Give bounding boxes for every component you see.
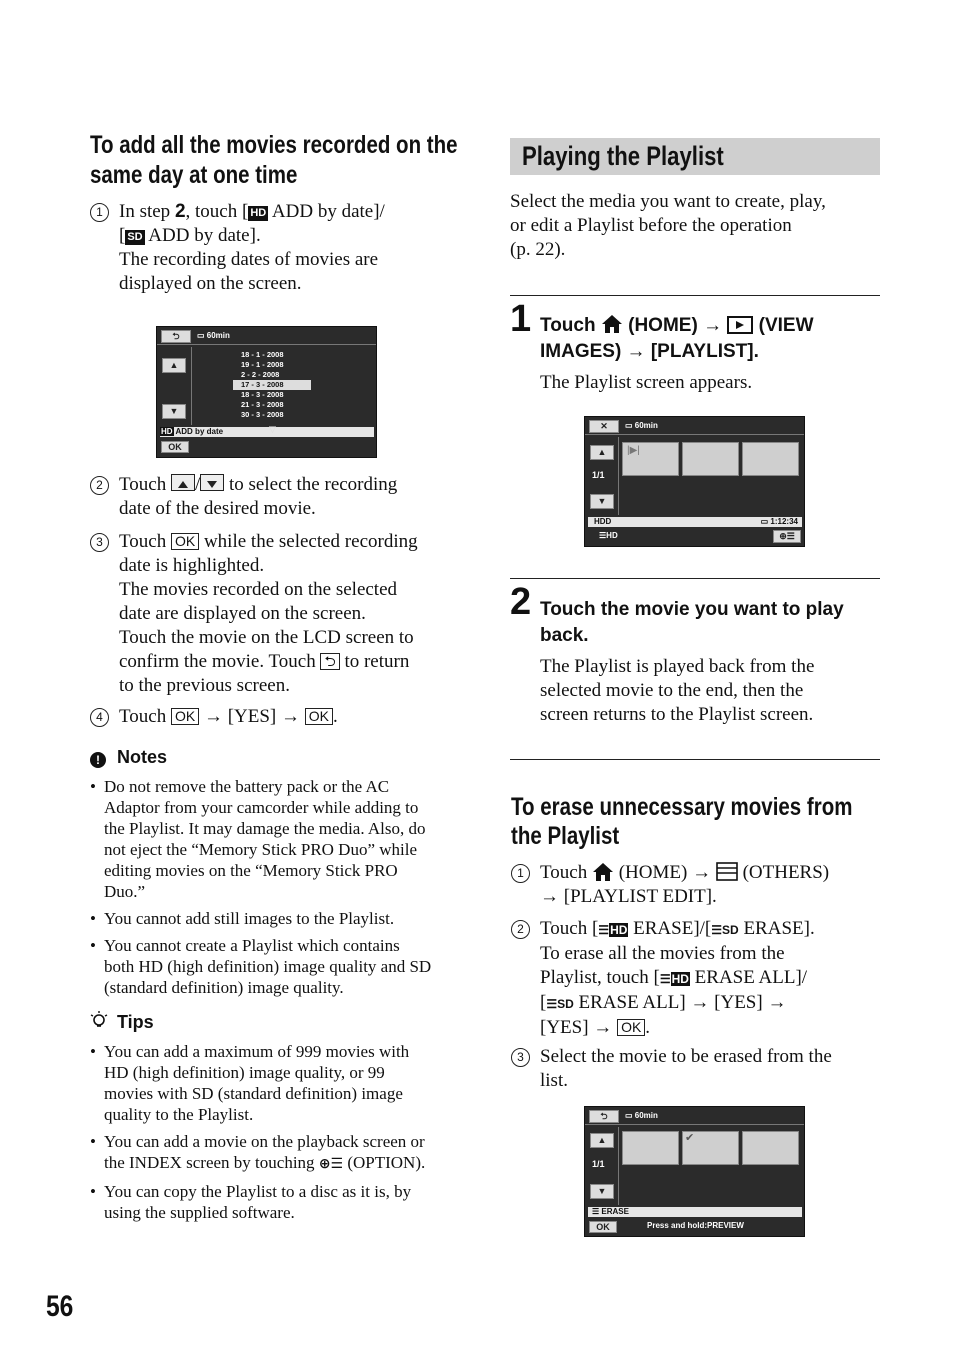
sd-playlist-icon: ☰SD — [546, 997, 574, 1011]
note-item: • You cannot add still images to the Playlist. — [90, 908, 470, 929]
option-icon: ⊕☰ — [318, 1156, 344, 1172]
hd-playlist-icon: ☰HD — [598, 923, 628, 937]
erase-thumbnail[interactable] — [742, 1131, 799, 1165]
option-button[interactable]: ⊕☰ — [773, 530, 801, 543]
erase-step-2: 2 Touch [☰HD ERASE]/[☰SD ERASE]. To erase all the movies from the Playlist, touch [☰HD ERASE ALL]/ [☰SD ERASE ALL] → [YES] → [YES] → OK . — [511, 917, 881, 1040]
playlist-thumbnail[interactable] — [742, 442, 799, 476]
date-list-item[interactable]: 19 - 1 - 2008 — [241, 360, 284, 369]
step-1-description: The Playlist screen appears. — [540, 372, 753, 393]
date-list[interactable] — [193, 350, 373, 420]
scroll-up-button[interactable]: ▲ — [590, 1133, 614, 1148]
down-arrow-icon — [200, 474, 224, 491]
note-item: • Do not remove the battery pack or the AC Adaptor from your camcorder while adding to the Playlist. It may damage the media. Also, do not eject the “Memory Stick PRO Duo” while editing movies on the “Memory Stick PRO Duo.” — [90, 776, 470, 902]
home-icon — [601, 315, 623, 336]
date-list-item[interactable]: 18 - 1 - 2008 — [241, 350, 284, 359]
preview-hint: Press and hold:PREVIEW — [647, 1221, 744, 1230]
erase-screen — [584, 1106, 805, 1237]
sd-playlist-icon: ☰SD — [711, 923, 739, 937]
step-number: 1 — [511, 864, 530, 883]
capacity-indicator: ▭ 60min — [625, 421, 658, 430]
date-list-item[interactable]: 21 - 3 - 2008 — [241, 400, 284, 409]
intro-text: Select the media you want to create, play, or edit a Playlist before the operation (p. 22). — [510, 191, 826, 260]
hd-icon: HD — [250, 207, 267, 219]
step-number: 1 — [90, 203, 109, 222]
lightbulb-icon — [90, 1012, 108, 1032]
step-number: 3 — [511, 1048, 530, 1067]
sd-icon: SD — [127, 231, 143, 243]
step-number: 3 — [90, 533, 109, 552]
return-key-icon: ⮌ — [320, 653, 339, 670]
scroll-down-button[interactable]: ▼ — [590, 494, 614, 509]
page-indicator: 1/1 — [592, 1159, 605, 1169]
tips-list — [90, 1041, 470, 1229]
page-number: 56 — [46, 1290, 74, 1323]
step-1-instruction: Touch (HOME) → (VIEW IMAGES) → [PLAYLIST]. — [540, 315, 814, 362]
erase-thumbnail[interactable] — [682, 1131, 739, 1165]
tip-item: • You can add a movie on the playback screen or the INDEX screen by touching ⊕☰ (OPTION). — [90, 1131, 470, 1175]
others-icon — [716, 862, 738, 883]
close-button[interactable]: ✕ — [589, 420, 619, 433]
ok-key-icon: OK — [305, 708, 333, 725]
tips-title: Tips — [90, 1011, 154, 1033]
checkmark-icon: ✔ — [685, 1132, 695, 1144]
capacity-indicator: ▭ 60min — [197, 331, 230, 340]
playlist-thumbnail[interactable] — [682, 442, 739, 476]
date-list-item[interactable]: 18 - 3 - 2008 — [241, 390, 284, 399]
left-heading: To add all the movies recorded on the same day at one time — [90, 131, 458, 189]
step-2-number: 2 — [510, 581, 532, 623]
date-list-item[interactable]: 2 - 2 - 2008 — [241, 370, 280, 379]
return-button[interactable]: ⮌ — [589, 1110, 619, 1123]
ok-key-icon: OK — [617, 1019, 645, 1036]
scroll-down-button[interactable]: ▼ — [162, 404, 186, 419]
notes-icon: ! — [90, 752, 106, 768]
notes-title: ! Notes — [90, 747, 167, 768]
erase-thumbnail[interactable] — [622, 1131, 679, 1165]
scroll-up-button[interactable]: ▲ — [590, 445, 614, 460]
playlist-screen — [584, 416, 805, 547]
hd-playlist-icon: ☰HD — [659, 972, 689, 986]
page-indicator: 1/1 — [592, 470, 605, 480]
section-title-bar — [510, 138, 880, 175]
section-title: Playing the Playlist — [522, 141, 724, 171]
step-number: 4 — [90, 708, 109, 727]
left-step-4: 4 Touch OK → [YES] → OK . — [90, 705, 470, 729]
ok-key-icon: OK — [171, 533, 199, 550]
tip-item: • You can add a maximum of 999 movies with HD (high definition) image quality, or 99 movies with SD (standard definition) image quality to the Playlist. — [90, 1041, 470, 1125]
step-1-number: 1 — [510, 298, 532, 340]
playlist-thumbnail[interactable] — [622, 442, 679, 476]
add-by-date-screen: ⮌ ▭ 60min ▲ ▼ 18 - 1 - 2008 19 - 1 - 2008 2 - 2 - 2008 17 - 3 - 2008 18 - 3 - 2008 21 - 3 - 2008 30 - 3 - 2008 HD ADD by date ▽ OK — [156, 326, 377, 458]
scroll-up-button[interactable]: ▲ — [162, 358, 186, 373]
left-step-1: 1 In step 2, touch [ HD ADD by date]/ [ SD ADD by date]. The recording dates of movies are displayed on the screen. — [90, 200, 470, 296]
erase-step-1: 1 Touch (HOME) → (OTHERS) → [PLAYLIST EDIT]. — [511, 861, 881, 909]
step-number: 2 — [90, 476, 109, 495]
step-2-description: The Playlist is played back from the selected movie to the end, then the screen returns to the Playlist screen. — [540, 656, 815, 725]
left-step-3: 3 Touch OK while the selected recording date is highlighted. The movies recorded on the selected date are displayed on the screen. Touch the movie on the LCD screen to confirm the movie. Touch ⮌ to return to the previous screen. — [90, 530, 470, 698]
notes-list — [90, 776, 470, 1004]
scroll-down-button[interactable]: ▼ — [590, 1184, 614, 1199]
tip-item: • You can copy the Playlist to a disc as it is, by using the supplied software. — [90, 1181, 470, 1223]
add-by-date-bar: HD ADD by date — [160, 427, 374, 437]
note-item: • You cannot create a Playlist which contains both HD (high definition) image quality and SD (standard definition) image quality. — [90, 935, 470, 998]
capacity-indicator: ▭ 60min — [625, 1111, 658, 1120]
return-button[interactable]: ⮌ — [161, 330, 191, 343]
home-icon — [592, 862, 614, 883]
hd-quality-icon: ☰HD — [599, 531, 618, 540]
erase-bar: ☰ ERASE — [588, 1207, 802, 1217]
view-images-icon — [727, 315, 753, 336]
ok-key-icon: OK — [171, 708, 199, 725]
date-list-item[interactable]: 17 - 3 - 2008 — [233, 380, 311, 390]
erase-heading: To erase unnecessary movies from the Playlist — [511, 793, 853, 850]
media-bar: HDD ▭ 1:12:34 — [588, 517, 802, 527]
erase-step-3: 3 Select the movie to be erased from the list. — [511, 1045, 881, 1093]
up-arrow-icon — [171, 474, 195, 491]
left-step-2: 2 Touch / to select the recording date of the desired movie. — [90, 473, 470, 521]
date-list-item[interactable]: 30 - 3 - 2008 — [241, 410, 284, 419]
step-number: 2 — [511, 920, 530, 939]
step-2-instruction: Touch the movie you want to play back. — [540, 599, 844, 646]
playlist-start-icon: |▶| — [627, 445, 640, 456]
ok-button[interactable]: OK — [161, 441, 189, 453]
ok-button[interactable]: OK — [589, 1221, 617, 1233]
